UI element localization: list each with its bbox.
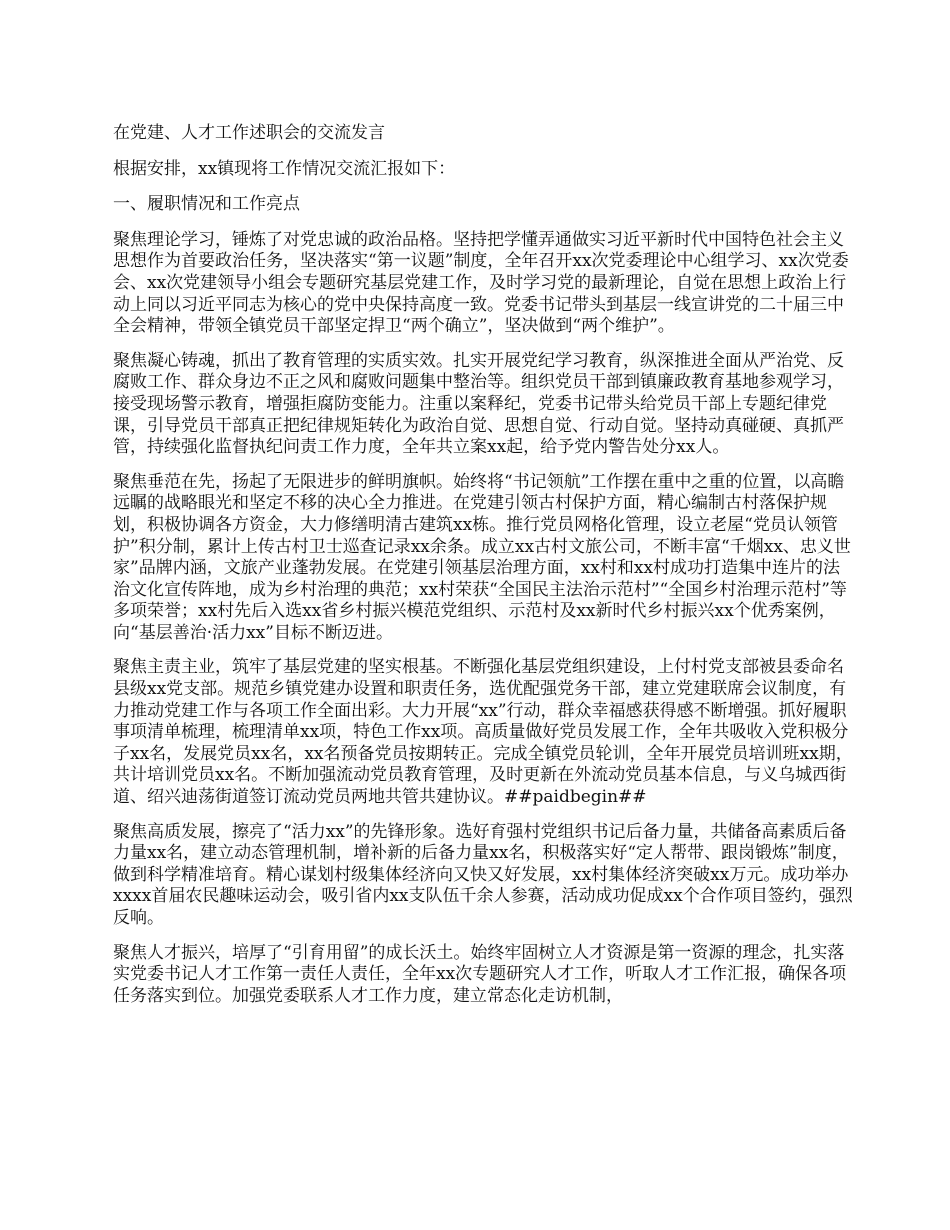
intro-paragraph: 根据安排，xx镇现将工作情况交流汇报如下： <box>113 158 456 179</box>
paragraph-talent-revitalization: 聚焦人才振兴，培厚了“引育用留”的成长沃土。始终牢固树立人才资源是第一资源的理念，扎实落实党委书记人才工作第一责任人责任，全年xx次专题研究人才工作，听取人才工作汇报，确保各项任务落实到位。加强党委联系人才工作力度，建立常态化走访机制， <box>113 942 847 1006</box>
paragraph-theory-study: 聚焦理论学习，锤炼了对党忠诚的政治品格。坚持把学懂弄通做实习近平新时代中国特色社会主义思想作为首要政治任务，坚决落实“第一议题”制度，全年召开xx次党委理论中心组学习、xx次党委会、xx次党建领导小组会专题研究基层党建工作，及时学习党的最新理论，自觉在思想上政治上行动上同以习近平同志为核心的党中央保持高度一致。党委书记带头到基层一线宣讲党的二十届三中全会精神，带领全镇党员干部坚定捍卫“两个确立”，坚决做到“两个维护”。 <box>113 229 849 337</box>
paragraph-education-management: 聚焦凝心铸魂，抓出了教育管理的实质实效。扎实开展党纪学习教育，纵深推进全面从严治党、反腐败工作、群众身边不正之风和腐败问题集中整治等。组织党员干部到镇廉政教育基地参观学习，接受现场警示教育，增强拒腐防变能力。注重以案释纪，党委书记带头给党员干部上专题纪律党课，引导党员干部真正把纪律规矩转化为政治自觉、思想自觉、行动自觉。坚持动真碰硬、真抓严管，持续强化监督执纪问责工作力度，全年共立案xx起，给予党内警告处分xx人。 <box>113 350 844 458</box>
section-heading: 一、履职情况和工作亮点 <box>113 194 300 215</box>
paragraph-party-building: 聚焦主责主业，筑牢了基层党建的坚实根基。不断强化基层党组织建设，上付村党支部被县委命名县级xx党支部。规范乡镇党建办设置和职责任务，选优配强党务干部，建立党建联席会议制度，有力推动党建工作与各项工作全面出彩。大力开展“xx”行动，群众幸福感获得感不断增强。抓好履职事项清单梳理，梳理清单xx项，特色工作xx项。高质量做好党员发展工作，全年共吸收入党积极分子xx名，发展党员xx名，xx名预备党员按期转正。完成全镇党员轮训，全年开展党员培训班xx期，共计培训党员xx名。不断加强流动党员教育管理，及时更新在外流动党员基本信息，与义乌城西街道、绍兴迪荡街道签订流动党员两地共管共建协议。##paidbegin## <box>113 657 853 808</box>
paragraph-leading-example: 聚焦垂范在先，扬起了无限进步的鲜明旗帜。始终将“书记领航”工作摆在重中之重的位置，以高瞻远瞩的战略眼光和坚定不移的决心全力推进。在党建引领古村保护方面，精心编制古村落保护规划，积极协调各方资金，大力修缮明清古建筑xx栋。推行党员网格化管理，设立老屋“党员认领管护”积分制，累计上传古村卫士巡查记录xx余条。成立xx古村文旅公司，不断丰富“千烟xx、忠义世家”品牌内涵，文旅产业蓬勃发展。在党建引领基层治理方面，xx村和xx村成功打造集中连片的法治文化宣传阵地，成为乡村治理的典范；xx村荣获“全国民主法治示范村”“全国乡村治理示范村”等多项荣誉；xx村先后入选xx省乡村振兴模范党组织、示范村及xx新时代乡村振兴xx个优秀案例，向“基层善治·活力xx”目标不断迈进。 <box>113 471 851 643</box>
document-title: 在党建、人才工作述职会的交流发言 <box>113 123 385 143</box>
document-page <box>113 123 853 1020</box>
paragraph-high-quality-development: 聚焦高质发展，擦亮了“活力xx”的先锋形象。选好育强村党组织书记后备力量，共储备高素质后备力量xx名，建立动态管理机制，增补新的后备力量xx名，积极落实好“定人帮带、跟岗锻炼”制度，做到科学精准培育。精心谋划村级集体经济向又快又好发展，xx村集体经济突破xx万元。成功举办xxxx首届农民趣味运动会，吸引省内xx支队伍千余人参赛，活动成功促成xx个合作项目签约，强烈反响。 <box>113 821 853 928</box>
